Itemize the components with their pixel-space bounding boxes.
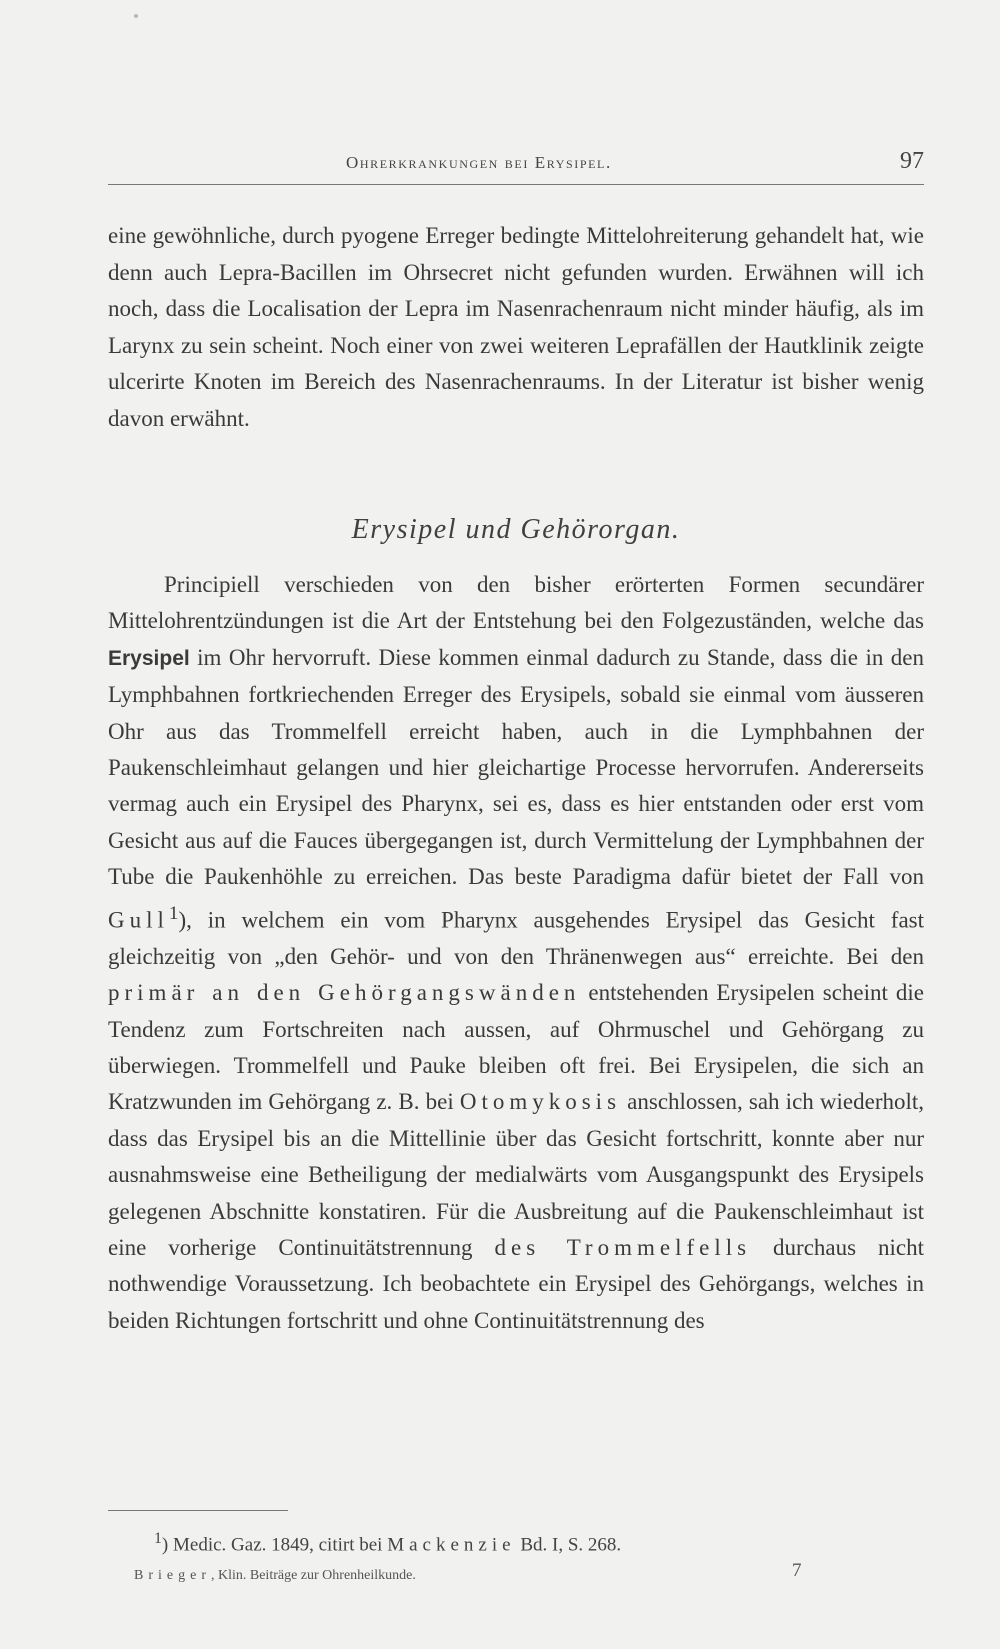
paragraph-erysipel	[108, 567, 924, 1339]
header-rule	[108, 184, 924, 185]
footnote-marker: 1	[154, 1530, 162, 1547]
text-run: Principiell verschieden von den bisher erörterten Formen secundärer Mittelohrentzündungen ist die Art der Entstehung bei den Folgezuständen, welche das	[108, 572, 924, 634]
spaced-term-trommelfell: des Trommelfells	[494, 1234, 752, 1260]
section-heading: Erysipel und Gehörorgan.	[351, 514, 681, 545]
speck-mark	[134, 14, 138, 18]
signature-mark: 7	[792, 1560, 802, 1581]
running-title: Ohrerkrankungen bei Erysipel.	[346, 153, 612, 172]
text-run: entstehenden Erysipelen scheint die Tendenz zum Fortschreiten nach aussen, auf Ohrmuschel und Gehörgang zu überwiegen. Trommelfell und Pauke bleiben oft frei. Bei Erysipelen, die sich an Kratzwunden im Gehörgang z. B. bei	[108, 980, 924, 1115]
footnote	[154, 1530, 621, 1556]
page-number: 97	[900, 148, 924, 174]
running-head	[108, 150, 924, 184]
footnote-rule	[108, 1510, 288, 1511]
book-page	[108, 0, 924, 1649]
spaced-term-otomykosis: Otomykosis	[459, 1089, 622, 1115]
bold-term-erysipel: Erysipel	[108, 646, 190, 670]
text-run: im Ohr hervorruft. Diese kommen einmal dadurch zu Stande, dass die in den Lymphbahnen fortkriechenden Erreger des Erysipels, sobald sie einmal vom äusseren Ohr aus das Trommelfell erreicht haben, auch in die Lymphbahnen der Paukenschleimhaut gelangen und hier gleichartige Processe hervorrufen. Andererseits vermag auch ein Erysipel des Pharynx, sei es, dass es hier entstanden oder erst vom Gesicht aus auf die Fauces übergegangen ist, durch Vermittelung der Lymphbahnen der Tube die Paukenhöhle zu erreichen. Das beste Paradigma dafür bietet der Fall von	[108, 644, 924, 890]
spaced-term-primaer: primär an den Gehörgangswänden	[108, 980, 581, 1006]
text-run: anschlossen, sah ich wiederholt, dass das Erysipel bis an die Mittellinie über das Gesicht fortschritt, konnte aber nur ausnahmsweise eine Betheiligung der medialwärts vom Ausgangspunkt des Erysipels gelegenen Abschnitte konstatiren. Für die Ausbreitung auf die Paukenschleimhaut ist eine vorherige Continuitätstrennung	[108, 1089, 925, 1260]
footer-title: , Klin. Beiträge zur Ohrenheilkunde.	[210, 1568, 416, 1583]
footnote-text: ) Medic. Gaz. 1849, citirt bei	[161, 1534, 388, 1556]
text-run: durchaus nicht nothwendige Voraussetzung. Ich beobachtete ein Erysipel des Gehörgangs, welches in beiden Richtungen fortschritt und ohne Continuitätstrennung des	[108, 1234, 924, 1333]
text-run: ), in welchem ein vom Pharynx ausgehendes Erysipel das Gesicht fast gleichzeitig von „den Gehör- und von den Thränenwegen aus“ erreichte. Bei den	[108, 907, 924, 969]
footer-author: Brieger	[134, 1568, 211, 1583]
signature-line	[134, 1568, 416, 1584]
footnote-text: Bd. I, S. 268.	[515, 1534, 622, 1556]
paragraph-lepra: eine gewöhnliche, durch pyogene Erreger bedingte Mittelohreiterung gehandelt hat, wie denn auch Lepra-Bacillen im Ohrsecret nicht gefunden wurden. Erwähnen will ich noch, dass die Localisation der Lepra im Nasenrachenraum nicht minder häufig, als im Larynx zu sein scheint. Noch einer von zwei weiteren Leprafällen der Hautklinik zeigte ulcerirte Knoten im Bereich des Nasenrachenraums. In der Literatur ist bisher wenig davon erwähnt.	[108, 223, 924, 431]
spaced-name-gull: Gull	[108, 907, 169, 933]
footnote-reference: 1	[168, 902, 179, 924]
footnote-author: Mackenzie	[387, 1534, 516, 1556]
